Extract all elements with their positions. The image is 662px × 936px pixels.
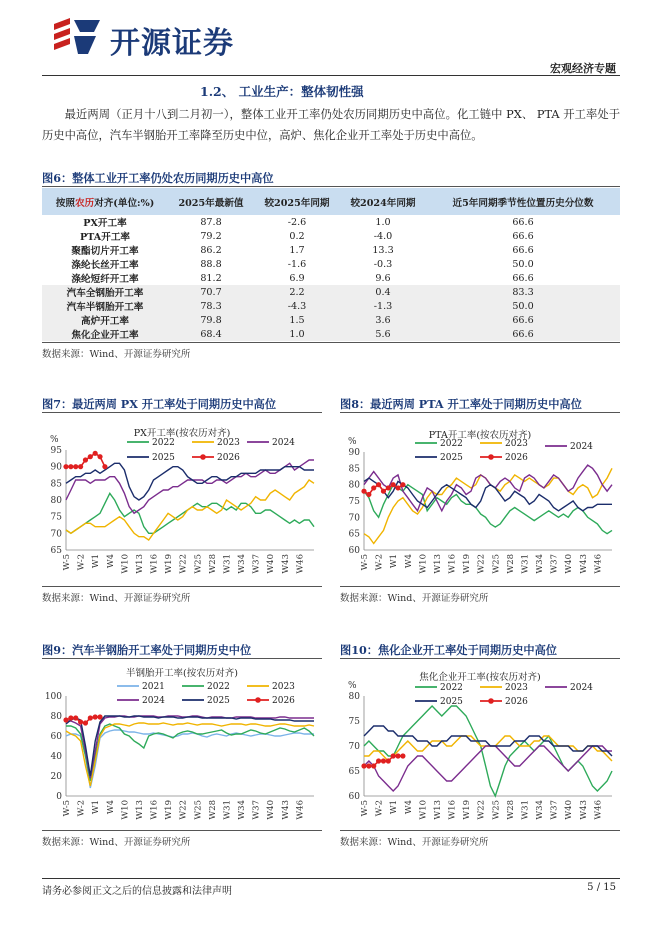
legend-label: 2022 <box>207 682 230 692</box>
series-point-2026 <box>376 482 381 487</box>
x-tick-label: W46 <box>593 800 604 820</box>
x-tick-label: W43 <box>578 800 589 820</box>
header-divider <box>42 75 620 76</box>
figure-10-bottom-rule <box>340 830 620 831</box>
table-cell: 66.6 <box>426 327 620 341</box>
x-tick-label: W22 <box>476 800 487 820</box>
x-tick-label: W40 <box>266 554 277 574</box>
brand-logo-icon <box>50 16 106 58</box>
table-cell: -4.3 <box>254 299 340 313</box>
y-axis-unit-label: % <box>50 435 59 445</box>
body-paragraph: 最近两周（正月十八到二月初一），整体工业开工率仍处农历同期历史中高位。化工链中 PX、 PTA 开工率处于历史中高位，汽车半钢胎开工率降至历史中位，高炉、焦化企业开工率处于历史中高位。 <box>42 108 620 142</box>
series-point-2026 <box>371 485 376 490</box>
legend-label: 2025 <box>152 453 175 463</box>
series-line-2023 <box>364 468 612 543</box>
figure-9-title: 图9：汽车半钢胎开工率处于同期历史中位 <box>42 643 252 657</box>
x-tick-label: W19 <box>164 800 175 820</box>
x-tick-label: W-2 <box>76 554 87 571</box>
figure-8-source: 数据来源：Wind、开源证券研究所 <box>340 593 489 604</box>
figure-9-bottom-rule <box>42 830 322 831</box>
chart-title: 焦化企业开工率(按农历对齐) <box>419 672 541 683</box>
lunar-highlight: 农历 <box>74 197 95 209</box>
legend-marker <box>255 697 261 703</box>
series-point-2026 <box>395 753 400 758</box>
x-tick-label: W-2 <box>76 800 87 817</box>
table-row-label: 涤纶短纤开工率 <box>71 274 139 285</box>
table-source: 数据来源：Wind、开源证券研究所 <box>42 349 191 360</box>
table-cell: 86.2 <box>200 244 222 256</box>
x-tick-label: W4 <box>105 800 116 815</box>
y-tick-label: 85 <box>50 479 62 490</box>
table-row <box>42 215 620 229</box>
table-cell: 81.2 <box>200 272 222 284</box>
y-tick-label: 70 <box>50 529 62 540</box>
series-line-2023 <box>66 723 314 786</box>
x-tick-label: W-2 <box>374 800 385 817</box>
table-header-cell: 近5年同期季节性位置历史分位数 <box>426 188 620 215</box>
table-row <box>42 285 620 299</box>
series-point-2026 <box>400 482 405 487</box>
x-tick-label: W28 <box>207 554 218 574</box>
x-tick-label: W37 <box>549 800 560 820</box>
legend-marker <box>488 454 494 460</box>
x-tick-label: W34 <box>237 554 248 574</box>
x-tick-label: W46 <box>295 554 306 574</box>
x-tick-label: W31 <box>520 554 531 574</box>
x-tick-label: W37 <box>251 800 262 820</box>
x-tick-label: W10 <box>418 800 429 820</box>
figure-8-rule <box>340 412 620 413</box>
legend-label: 2023 <box>505 439 528 449</box>
x-tick-label: W43 <box>578 554 589 574</box>
table-header-cell: 较2025年同期 <box>254 188 340 215</box>
legend-marker <box>200 454 206 460</box>
x-tick-label: W10 <box>120 800 131 820</box>
legend-label: 2026 <box>272 696 295 706</box>
y-tick-label: 75 <box>50 512 62 523</box>
series-point-2026 <box>97 714 102 719</box>
y-tick-label: 0 <box>56 792 62 802</box>
x-tick-label: W37 <box>549 554 560 574</box>
table-cell: 83.3 <box>426 285 620 299</box>
y-axis-unit-label: % <box>348 681 357 691</box>
figure-10-source: 数据来源：Wind、开源证券研究所 <box>340 837 489 848</box>
x-tick-label: W19 <box>462 800 473 820</box>
series-point-2026 <box>366 763 371 768</box>
series-point-2026 <box>83 720 88 725</box>
table-cell: 79.2 <box>200 230 222 242</box>
x-tick-label: W43 <box>280 800 291 820</box>
table-cell: -1.3 <box>340 299 426 313</box>
table-row-label: PTA开工率 <box>79 232 131 243</box>
table-header-cell: 按照农历对齐(单位:%) <box>42 188 168 215</box>
table-title: 图6：整体工业开工率仍处农历同期历史中高位 <box>42 171 274 185</box>
legend-label: 2024 <box>272 438 295 448</box>
table-row <box>42 299 620 313</box>
table-cell: 9.6 <box>375 272 391 284</box>
series-point-2026 <box>371 763 376 768</box>
series-point-2026 <box>78 719 83 724</box>
series-point-2026 <box>102 464 107 469</box>
y-tick-label: 60 <box>348 546 360 556</box>
table-cell: 2.2 <box>254 285 340 299</box>
x-tick-label: W1 <box>389 554 400 569</box>
table-cell: 50.0 <box>512 258 534 270</box>
figure-9-rule <box>42 658 322 659</box>
legend-label: 2022 <box>440 439 463 449</box>
x-tick-label: W10 <box>418 554 429 574</box>
y-tick-label: 80 <box>50 496 62 506</box>
table-cell: 0.4 <box>340 285 426 299</box>
series-point-2026 <box>88 715 93 720</box>
y-tick-label: 20 <box>50 772 62 782</box>
figure-7-rule <box>42 412 322 413</box>
x-tick-label: W31 <box>222 800 233 820</box>
table-cell: 66.6 <box>512 216 534 228</box>
legend-label: 2023 <box>505 683 528 693</box>
x-tick-label: W37 <box>251 554 262 574</box>
series-point-2026 <box>386 485 391 490</box>
x-tick-label: W46 <box>295 800 306 820</box>
table-top-rule <box>42 186 620 187</box>
x-tick-label: W34 <box>535 554 546 574</box>
figure-8-bottom-rule <box>340 586 620 587</box>
x-tick-label: W34 <box>237 800 248 820</box>
series-point-2026 <box>381 758 386 763</box>
table-row <box>42 243 620 257</box>
table-header-cell: 较2024年同期 <box>340 188 426 215</box>
page-number: 5 / 15 <box>587 882 616 893</box>
series-point-2026 <box>381 489 386 494</box>
legend-label: 2021 <box>142 682 165 692</box>
x-tick-label: W46 <box>593 554 604 574</box>
y-tick-label: 65 <box>348 529 360 540</box>
series-line-2021 <box>66 730 314 788</box>
series-point-2026 <box>93 451 98 456</box>
x-tick-label: W16 <box>149 554 160 574</box>
y-axis-unit-label: % <box>348 437 357 447</box>
table-cell: 66.6 <box>426 313 620 327</box>
legend-label: 2025 <box>440 697 463 707</box>
figure-7-title: 图7：最近两周 PX 开工率处于同期历史中高位 <box>42 397 277 411</box>
table-cell: 70.7 <box>168 285 254 299</box>
x-tick-label: W16 <box>149 800 160 820</box>
table-cell: 66.6 <box>512 244 534 256</box>
x-tick-label: W40 <box>564 800 575 820</box>
table-cell: 0.2 <box>289 230 305 242</box>
legend-label: 2026 <box>217 453 240 463</box>
pta-utilization-chart <box>340 416 622 586</box>
x-tick-label: W25 <box>193 800 204 820</box>
x-tick-label: W40 <box>266 800 277 820</box>
y-tick-label: 80 <box>348 480 360 491</box>
x-tick-label: W31 <box>222 554 233 574</box>
x-tick-label: W25 <box>193 554 204 574</box>
series-line-2025 <box>66 463 314 500</box>
x-tick-label: W1 <box>389 800 400 815</box>
chart-title: 半钢胎开工率(按农历对齐) <box>126 668 238 679</box>
section-title: 1.2、 工业生产：整体韧性强 <box>200 84 364 99</box>
x-tick-label: W-5 <box>360 554 370 571</box>
legend-label: 2026 <box>505 453 528 463</box>
semi-steel-tire-utilization-chart <box>42 662 324 830</box>
y-tick-label: 75 <box>348 717 360 727</box>
table-cell: 88.8 <box>200 258 222 270</box>
legend-label: 2026 <box>505 697 528 707</box>
x-tick-label: W22 <box>178 800 189 820</box>
table-row <box>42 313 620 327</box>
legend-label: 2024 <box>570 683 593 693</box>
series-line-2023 <box>66 480 314 540</box>
series-point-2026 <box>376 758 381 763</box>
y-tick-label: 70 <box>348 513 360 524</box>
table-cell: 79.8 <box>168 313 254 327</box>
table-row-label: 汽车全钢胎开工率 <box>42 285 168 299</box>
table-cell: 87.8 <box>200 216 222 228</box>
series-point-2026 <box>93 714 98 719</box>
series-point-2026 <box>73 464 78 469</box>
x-tick-label: W43 <box>280 554 291 574</box>
figure-7-bottom-rule <box>42 586 322 587</box>
legend-label: 2024 <box>142 696 165 706</box>
legend-label: 2025 <box>440 453 463 463</box>
y-tick-label: 100 <box>44 692 62 702</box>
y-tick-label: 90 <box>50 462 62 473</box>
figure-8-title: 图8：最近两周 PTA 开工率处于同期历史中高位 <box>340 397 582 411</box>
footer-divider <box>42 878 620 879</box>
table-cell: 1.7 <box>289 244 305 256</box>
series-point-2026 <box>400 753 405 758</box>
x-tick-label: W40 <box>564 554 575 574</box>
table-row <box>42 257 620 271</box>
y-tick-label: 65 <box>50 546 62 556</box>
y-tick-label: 75 <box>348 497 360 507</box>
legend-label: 2024 <box>570 442 593 452</box>
x-tick-label: W25 <box>491 800 502 820</box>
y-tick-label: 95 <box>50 446 62 456</box>
legend-marker <box>488 698 494 704</box>
table-cell: 1.0 <box>254 327 340 341</box>
x-tick-label: W13 <box>432 554 443 574</box>
table-row-label: PX开工率 <box>83 218 127 229</box>
series-point-2026 <box>395 485 400 490</box>
table-cell: -2.6 <box>287 216 307 228</box>
legend-label: 2025 <box>207 696 230 706</box>
series-point-2026 <box>361 763 366 768</box>
footer-disclaimer: 请务必参阅正文之后的信息披露和法律声明 <box>42 886 232 897</box>
x-tick-label: W16 <box>447 554 458 574</box>
series-point-2026 <box>391 753 396 758</box>
x-tick-label: W4 <box>403 800 414 815</box>
series-line-2022 <box>66 724 314 781</box>
legend-label: 2022 <box>440 683 463 693</box>
brand-name: 开源证券 <box>110 26 234 61</box>
series-point-2026 <box>63 464 68 469</box>
series-point-2026 <box>68 715 73 720</box>
coking-utilization-chart <box>340 662 622 830</box>
series-point-2026 <box>361 489 366 494</box>
series-point-2026 <box>391 482 396 487</box>
legend-label: 2023 <box>217 438 240 448</box>
table-row <box>42 229 620 243</box>
table-cell: 68.4 <box>168 327 254 341</box>
y-tick-label: 80 <box>50 712 62 722</box>
series-point-2026 <box>366 492 371 497</box>
chart-title: PTA开工率(按农历对齐) <box>428 430 532 441</box>
table-cell: 78.3 <box>168 299 254 313</box>
x-tick-label: W-5 <box>62 800 72 817</box>
series-point-2026 <box>63 717 68 722</box>
table-cell: 66.6 <box>512 230 534 242</box>
table-cell: 66.6 <box>512 272 534 284</box>
series-line-2024 <box>364 746 612 791</box>
utilization-table <box>42 188 620 341</box>
table-header-cell: 2025年最新值 <box>168 188 254 215</box>
series-point-2026 <box>88 454 93 459</box>
y-tick-label: 60 <box>50 732 62 742</box>
x-tick-label: W28 <box>505 800 516 820</box>
table-cell: -0.3 <box>373 258 393 270</box>
x-tick-label: W34 <box>535 800 546 820</box>
figure-7-source: 数据来源：Wind、开源证券研究所 <box>42 593 191 604</box>
x-tick-label: W4 <box>403 554 414 569</box>
x-tick-label: W4 <box>105 554 116 569</box>
series-point-2026 <box>73 715 78 720</box>
figure-10-title: 图10：焦化企业开工率处于同期历史中高位 <box>340 643 557 657</box>
table-cell: 13.3 <box>372 244 394 256</box>
table-bottom-rule <box>42 342 620 343</box>
x-tick-label: W13 <box>432 800 443 820</box>
figure-10-rule <box>340 658 620 659</box>
series-point-2026 <box>386 758 391 763</box>
x-tick-label: W1 <box>91 554 102 569</box>
y-tick-label: 90 <box>348 448 360 458</box>
table-row-label: 高炉开工率 <box>42 313 168 327</box>
x-tick-label: W-5 <box>62 554 72 571</box>
table-cell: -4.0 <box>373 230 393 242</box>
x-tick-label: W22 <box>476 554 487 574</box>
x-tick-label: W19 <box>164 554 175 574</box>
table-cell: 5.6 <box>340 327 426 341</box>
table-row <box>42 271 620 285</box>
chart-title: PX开工率(按农历对齐) <box>133 428 231 439</box>
table-row-label: 涤纶长丝开工率 <box>71 260 139 271</box>
y-tick-label: 70 <box>348 742 360 752</box>
y-tick-label: 60 <box>348 792 360 802</box>
x-tick-label: W28 <box>207 800 218 820</box>
series-point-2026 <box>83 457 88 462</box>
x-tick-label: W13 <box>134 554 145 574</box>
y-tick-label: 40 <box>50 752 62 762</box>
table-cell: 6.9 <box>289 272 305 284</box>
series-point-2026 <box>78 464 83 469</box>
y-tick-label: 65 <box>348 767 360 777</box>
px-utilization-chart <box>42 416 324 586</box>
x-tick-label: W1 <box>91 800 102 815</box>
y-tick-label: 80 <box>348 692 360 702</box>
table-row-label: 汽车半钢胎开工率 <box>42 299 168 313</box>
report-topic: 宏观经济专题 <box>550 62 616 75</box>
series-point-2026 <box>68 464 73 469</box>
series-point-2026 <box>97 454 102 459</box>
table-row-label: 焦化企业开工率 <box>42 327 168 341</box>
table-cell: 3.6 <box>340 313 426 327</box>
x-tick-label: W25 <box>491 554 502 574</box>
y-tick-label: 85 <box>348 464 360 475</box>
x-tick-label: W10 <box>120 554 131 574</box>
table-row-label: 聚酯切片开工率 <box>71 246 139 257</box>
x-tick-label: W-2 <box>374 554 385 571</box>
x-tick-label: W13 <box>134 800 145 820</box>
x-tick-label: W31 <box>520 800 531 820</box>
legend-label: 2022 <box>152 438 175 448</box>
figure-9-source: 数据来源：Wind、开源证券研究所 <box>42 837 191 848</box>
table-row <box>42 327 620 341</box>
legend-label: 2023 <box>272 682 295 692</box>
x-tick-label: W16 <box>447 800 458 820</box>
x-tick-label: W-5 <box>360 800 370 817</box>
table-cell: 50.0 <box>426 299 620 313</box>
table-cell: 1.0 <box>375 216 391 228</box>
table-cell: -1.6 <box>287 258 307 270</box>
x-tick-label: W28 <box>505 554 516 574</box>
table-cell: 1.5 <box>254 313 340 327</box>
x-tick-label: W22 <box>178 554 189 574</box>
x-tick-label: W19 <box>462 554 473 574</box>
